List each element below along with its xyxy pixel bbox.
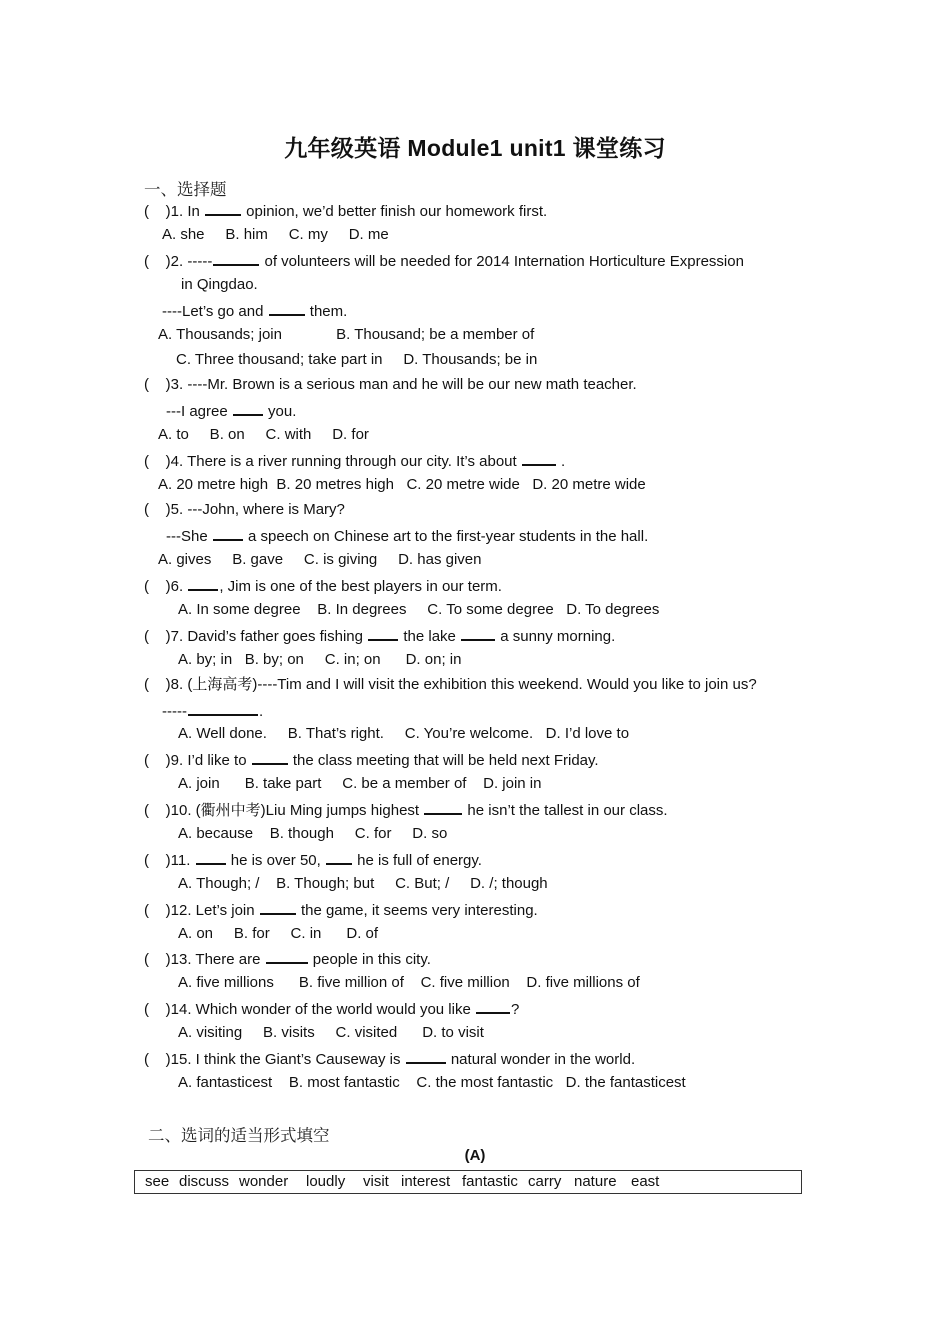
line-text: ( )14. Which wonder of the world would you like	[144, 1001, 475, 1018]
word-option: fantastic	[462, 1173, 518, 1190]
word-option: carry	[528, 1173, 562, 1190]
answer-blank[interactable]	[196, 849, 226, 865]
question-line	[144, 200, 547, 222]
question-line	[162, 300, 347, 322]
line-text: ---She	[166, 528, 212, 545]
line-text: A. to B. on C. with D. for	[158, 426, 369, 443]
section-heading-1: 一、选择题	[144, 180, 227, 199]
answer-blank[interactable]	[326, 849, 352, 865]
line-text: ( )9. I’d like to	[144, 752, 251, 769]
question-line	[144, 749, 599, 771]
line-text: A. fantasticest B. most fantastic C. the most fantastic D. the fantasticest	[178, 1074, 686, 1091]
question-line	[178, 1073, 686, 1093]
word-option: visit	[363, 1173, 389, 1190]
answer-blank[interactable]	[188, 575, 218, 591]
question-line	[144, 799, 668, 821]
line-text: C. Three thousand; take part in D. Thousands; be in	[176, 351, 538, 368]
word-option: east	[631, 1173, 660, 1190]
answer-blank[interactable]	[205, 200, 241, 216]
line-text: .	[258, 703, 264, 720]
word-option: interest	[401, 1173, 451, 1190]
line-text: A. Though; / B. Though; but C. But; / D. /; though	[178, 875, 548, 892]
question-line	[158, 325, 534, 345]
line-text: ( )5. ---John, where is Mary?	[144, 501, 345, 518]
line-text: he is full of energy.	[352, 852, 482, 869]
line-text: A. she B. him C. my D. me	[162, 226, 389, 243]
line-text: people in this city.	[308, 951, 431, 968]
line-text: ( )12. Let’s join	[144, 902, 259, 919]
line-text: in Qingdao.	[181, 276, 258, 293]
line-text: ( )10. (衢州中考)Liu Ming jumps highest	[144, 802, 424, 819]
line-text: ( )6.	[144, 578, 188, 595]
answer-blank[interactable]	[269, 300, 305, 316]
line-text: a speech on Chinese art to the first-year students in the hall.	[243, 528, 649, 545]
question-line	[162, 700, 263, 722]
line-text: ( )15. I think the Giant’s Causeway is	[144, 1051, 405, 1068]
question-line	[144, 1048, 635, 1070]
question-line	[158, 425, 369, 445]
question-line	[176, 350, 537, 370]
answer-blank[interactable]	[266, 948, 308, 964]
question-line	[166, 400, 296, 422]
line-text: the game, it seems very interesting.	[296, 902, 538, 919]
question-line	[158, 475, 646, 495]
line-text: ( )4. There is a river running through our city. It’s about	[144, 453, 521, 470]
question-line	[144, 500, 345, 520]
line-text: ( )3. ----Mr. Brown is a serious man and he will be our new math teacher.	[144, 376, 637, 393]
question-line	[178, 1023, 484, 1043]
line-text: A. 20 metre high B. 20 metres high C. 20 metre wide D. 20 metre wide	[158, 476, 646, 493]
line-text: A. Well done. B. That’s right. C. You’re welcome. D. I’d love to	[178, 725, 630, 742]
line-text: A. on B. for C. in D. of	[178, 925, 379, 942]
question-line	[144, 450, 565, 472]
answer-blank[interactable]	[213, 525, 243, 541]
line-text: ( )7. David’s father goes fishing	[144, 628, 368, 645]
line-text: ( )1. In	[144, 203, 205, 220]
question-line	[166, 525, 648, 547]
question-line	[144, 849, 482, 871]
line-text: opinion, we’d better finish our homework first.	[242, 203, 548, 220]
line-text: A. visiting B. visits C. visited D. to visit	[178, 1024, 484, 1041]
question-line	[144, 625, 615, 647]
question-line	[178, 924, 378, 944]
line-text: you.	[263, 403, 297, 420]
line-text: ?	[510, 1001, 520, 1018]
answer-blank[interactable]	[522, 450, 556, 466]
line-text: ( )2. -----	[144, 253, 213, 270]
line-text: of volunteers will be needed for 2014 Internation Horticulture Expression	[260, 253, 744, 270]
section-heading-2: 二、选词的适当形式填空	[148, 1126, 330, 1145]
question-line	[144, 250, 744, 272]
line-text: A. join B. take part C. be a member of D. join in	[178, 775, 542, 792]
word-option: nature	[574, 1173, 617, 1190]
question-line	[144, 899, 538, 921]
line-text: the lake	[399, 628, 461, 645]
line-text: ( )8. (上海高考)----Tim and I will visit the exhibition this weekend. Would you like to join us?	[144, 676, 757, 693]
line-text: A. five millions B. five million of C. five million D. five millions of	[178, 974, 640, 991]
line-text: A. In some degree B. In degrees C. To some degree D. To degrees	[178, 601, 660, 618]
line-text: A. by; in B. by; on C. in; on D. on; in	[178, 651, 462, 668]
question-line	[158, 550, 481, 570]
question-line	[178, 874, 548, 894]
word-option: loudly	[306, 1173, 346, 1190]
answer-blank[interactable]	[406, 1048, 446, 1064]
question-line	[144, 575, 502, 597]
word-option: wonder	[239, 1173, 289, 1190]
answer-blank[interactable]	[213, 250, 259, 266]
line-text: .	[556, 453, 566, 470]
line-text: A. Thousands; join B. Thousand; be a member of	[158, 326, 535, 343]
question-line	[144, 998, 519, 1020]
answer-blank[interactable]	[368, 625, 398, 641]
question-line	[178, 973, 640, 993]
question-line	[178, 600, 659, 620]
page-title: 九年级英语 Module1 unit1 课堂练习	[284, 135, 666, 161]
line-text: them.	[305, 303, 348, 320]
word-option: see	[145, 1173, 170, 1190]
line-text: he isn’t the tallest in our class.	[463, 802, 668, 819]
line-text: A. gives B. gave C. is giving D. has given	[158, 551, 482, 568]
question-line	[144, 375, 637, 395]
answer-blank[interactable]	[252, 749, 288, 765]
question-line	[178, 650, 461, 670]
line-text: the class meeting that will be held next Friday.	[288, 752, 599, 769]
line-text: ---I agree	[166, 403, 232, 420]
question-line	[181, 275, 258, 295]
line-text: natural wonder in the world.	[446, 1051, 636, 1068]
line-text: he is over 50,	[226, 852, 325, 869]
word-box	[134, 1170, 802, 1194]
answer-blank[interactable]	[188, 700, 258, 716]
question-line	[144, 675, 757, 695]
question-line	[162, 225, 389, 245]
line-text: ----Let’s go and	[162, 303, 268, 320]
question-line	[178, 774, 542, 794]
question-line	[178, 724, 629, 744]
word-option: discuss	[179, 1173, 230, 1190]
answer-blank[interactable]	[424, 799, 462, 815]
line-text: ( )11.	[144, 852, 195, 869]
question-line	[144, 948, 431, 970]
line-text: A. because B. though C. for D. so	[178, 825, 448, 842]
line-text: ( )13. There are	[144, 951, 265, 968]
answer-blank[interactable]	[233, 400, 263, 416]
line-text: -----	[162, 703, 187, 720]
word-box-label: (A)	[464, 1147, 486, 1164]
question-line	[178, 824, 447, 844]
answer-blank[interactable]	[260, 899, 296, 915]
line-text: , Jim is one of the best players in our term.	[219, 578, 502, 595]
answer-blank[interactable]	[461, 625, 495, 641]
line-text: a sunny morning.	[496, 628, 616, 645]
answer-blank[interactable]	[476, 998, 510, 1014]
